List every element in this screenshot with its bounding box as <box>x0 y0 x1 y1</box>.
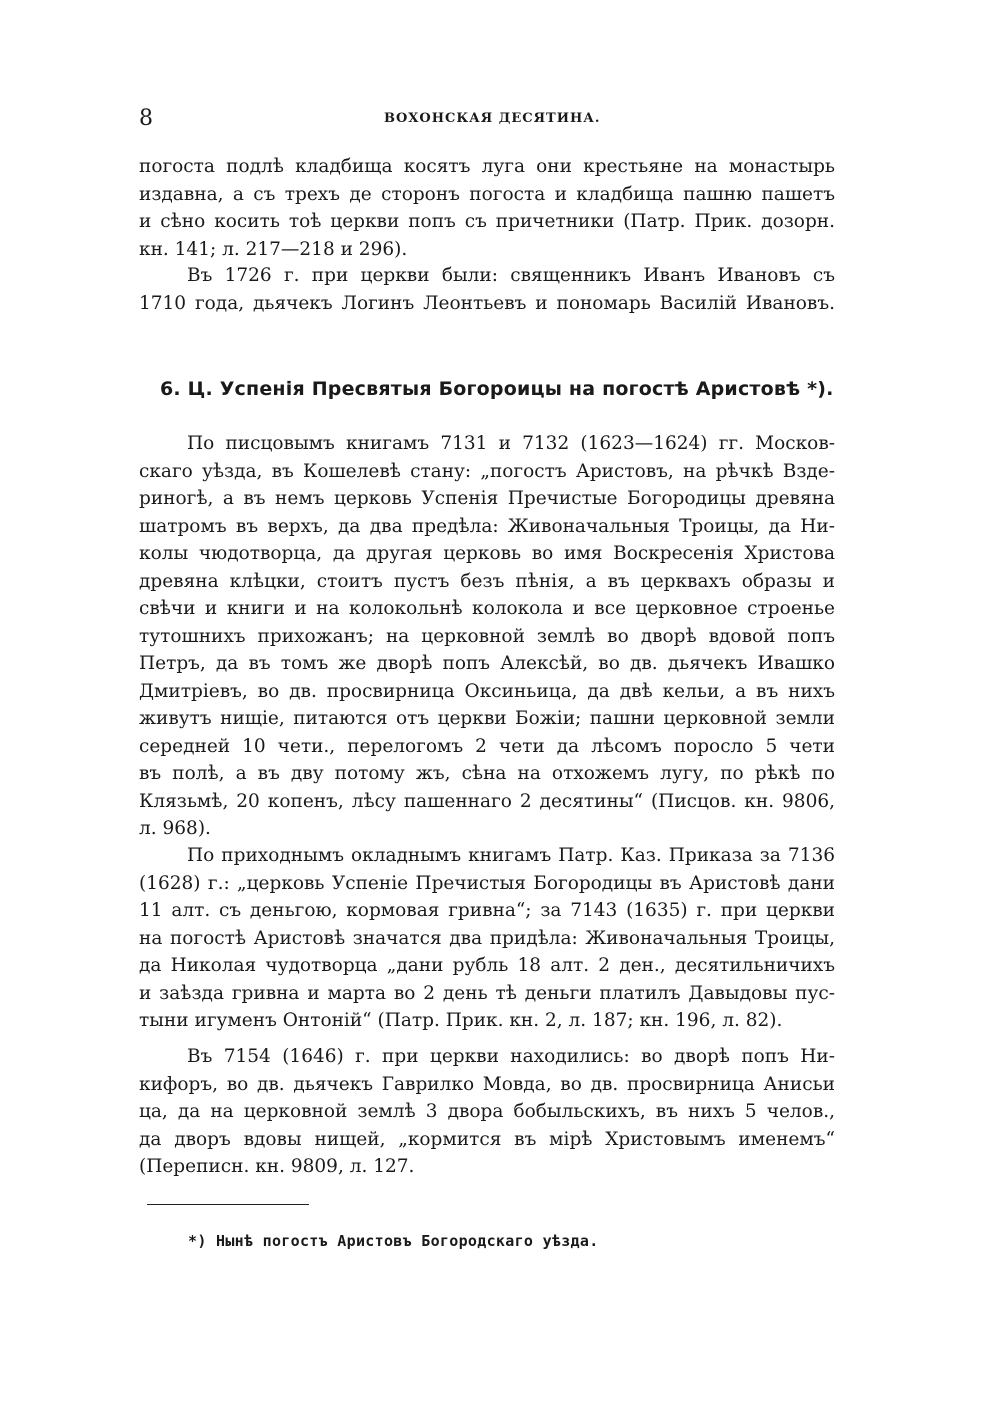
text-line: середней 10 чети., перелогомъ 2 чети да лѣсомъ поросло 5 чети <box>139 735 835 757</box>
text-line: (1628) г.: „церковь Успеніе Пречистыя Богородицы въ Аристовѣ дани <box>139 872 835 894</box>
page-number: 8 <box>139 106 153 131</box>
paragraph-scribe-books <box>139 430 835 843</box>
text-line: погоста подлѣ кладбища косятъ луга они крестьяне на монастырь <box>139 156 835 177</box>
text-line: свѣчи и книги и на колокольнѣ колокола и все церковное строенье <box>139 598 835 619</box>
footnote: *) Нынѣ погостъ Аристовъ Богородскаго уѣзда. <box>188 1232 599 1250</box>
text-line: тыни игуменъ Онтоній“ (Патр. Прик. кн. 2, л. 187; кн. 196, л. 82). <box>139 1010 783 1031</box>
text-line: въ полѣ, а въ дву потому жъ, сѣна на отхожемъ лугу, по рѣкѣ по <box>139 763 835 784</box>
text-line: колы чюдотворца, да другая церковь во имя Воскресенія Христова <box>139 543 835 564</box>
footnote-divider <box>147 1204 309 1205</box>
text-line: ца, да на церковной землѣ 3 двора бобыльскихъ, въ нихъ 5 челов., <box>139 1101 835 1122</box>
text-line: риногѣ, а въ немъ церковь Успенія Пречистые Богородицы древяна <box>139 488 835 509</box>
text-line: Петръ, да въ томъ же дворѣ попъ Алексѣй, во дв. дьячекъ Ивашко <box>139 653 835 674</box>
text-line: кн. 141; л. 217—218 и 296). <box>139 238 408 260</box>
text-line: Дмитріевъ, во дв. просвирница Оксиньица, да двѣ кельи, а въ нихъ <box>139 680 835 702</box>
text-line: По приходнымъ окладнымъ книгамъ Патр. Каз. Приказа за 7136 <box>187 845 835 866</box>
text-line: и сѣно косить тоѣ церкви попъ съ причетники (Патр. Прик. дозорн. <box>139 211 835 232</box>
text-line: и заѣзда гривна и марта во 2 день тѣ деньги платилъ Давыдовы пус- <box>139 982 835 1004</box>
page-header <box>139 106 839 136</box>
text-line: тутошнихъ прихожанъ; на церковной землѣ во дворѣ вдовой попъ <box>139 625 835 647</box>
text-line: да дворъ вдовы нищей, „кормится въ мірѣ Христовымъ именемъ“ <box>139 1128 835 1150</box>
text-line: Въ 7154 (1646) г. при церкви находились: во дворѣ попъ Ни- <box>187 1046 835 1067</box>
paragraph-1646 <box>139 1043 835 1181</box>
text-line: 11 алт. съ деньгою, кормовая гривна“; за 7143 (1635) г. при церкви <box>139 900 835 921</box>
text-line: 1710 года, дьячекъ Логинъ Леонтьевъ и пономарь Василій Ивановъ. <box>139 292 835 314</box>
text-line: древяна клѣцки, стоитъ пустъ безъ пѣнія, а въ церквахъ образы и <box>139 570 835 592</box>
text-line: шатромъ въ верхъ, да два предѣла: Живоначальныя Троицы, да Ни- <box>139 515 835 537</box>
text-line: кифоръ, во дв. дьячекъ Гаврилко Мовда, во дв. просвирница Анисьи <box>139 1073 835 1095</box>
text-line: Въ 1726 г. при церкви были: священникъ Иванъ Ивановъ съ <box>187 265 835 286</box>
text-line: л. 968). <box>139 818 211 839</box>
paragraph-income-books <box>139 842 835 1035</box>
text-line: (Переписн. кн. 9809, л. 127. <box>139 1156 415 1177</box>
text-line: Клязьмѣ, 20 копенъ, лѣсу пашеннаго 2 десятины“ (Писцов. кн. 9806, <box>139 790 835 812</box>
text-line: живутъ нищіе, питаются отъ церкви Божіи; пашни церковной земли <box>139 708 835 729</box>
text-line: на погостѣ Аристовѣ значатся два придѣла: Живоначальныя Троицы, <box>139 927 835 949</box>
paragraph-continued <box>139 153 835 263</box>
section-heading: 6. Ц. Успенія Пресвятыя Богороицы на погостѣ Аристовѣ *). <box>160 378 834 400</box>
running-title: ВОХОНСКАЯ ДЕСЯТИНА. <box>384 111 601 126</box>
text-line: да Николая чудотворца „дани рубль 18 алт. 2 ден., десятильничихъ <box>139 955 835 976</box>
text-line: издавна, а съ трехъ де сторонъ погоста и кладбища пашню пашетъ <box>139 183 835 205</box>
text-line: скаго уѣзда, въ Кошелевѣ стану: „погостъ Аристовъ, на рѣчкѣ Вздe- <box>139 460 835 482</box>
text-line: По писцовымъ книгамъ 7131 и 7132 (1623—1624) гг. Москов- <box>187 433 835 454</box>
paragraph-1726 <box>139 262 835 317</box>
